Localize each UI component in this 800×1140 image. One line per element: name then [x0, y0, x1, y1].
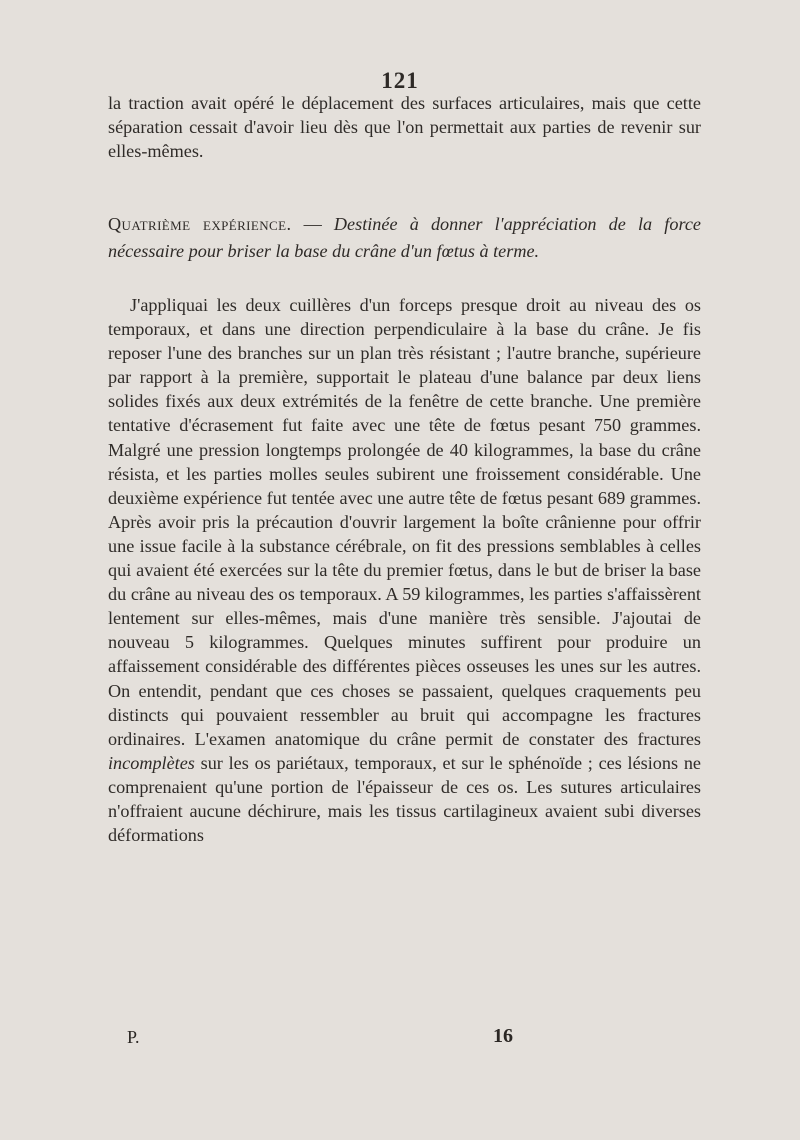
opening-paragraph — [108, 91, 701, 163]
heading-line — [108, 211, 701, 265]
body-paragraph — [108, 293, 701, 847]
page-number: 121 — [381, 68, 419, 93]
sheet-number: 16 — [493, 1025, 513, 1047]
experiment-heading — [108, 211, 701, 265]
heading-title: Destinée à donner l'appréciation de la force nécessaire pour briser la base du crâne d'un fœtus à terme. — [108, 214, 701, 261]
opening-text: la traction avait opéré le déplacement des surfaces articulaires, mais que cette séparation cessait d'avoir lieu dès que l'on permettait aux parties de revenir sur elles-mêmes. — [108, 93, 701, 162]
heading-dash: — — [291, 214, 334, 234]
body-italic-word: incomplètes — [108, 752, 195, 773]
heading-label: Quatrième expérience. — [108, 214, 292, 234]
body-text-part-2: sur les os pariétaux, temporaux, et sur le sphénoïde ; ces lésions ne comprenaient qu'une portion de l'épaisseur de ces os. Les sutures articulaires n'offraient aucune déchirure, mais les tissus cartilagineux avaient subi diverses déformations — [108, 752, 701, 846]
body-text — [108, 293, 701, 847]
body-text-part-1: J'appliquai les deux cuillères d'un forceps presque droit au niveau des os temporaux, et dans une direction perpendiculaire à la base du crâne. Je fis reposer l'une des branches sur un plan très résistant ; l'autre branche, supérieure par rapport à la première, supportait le plateau d'une balance par deux liens solides fixés aux deux extrémités de la fenêtre de cette branche. Une première tentative d'écrasement fut faite avec une tête de fœtus pesant 750 grammes. Malgré une pression longtemps prolongée de 40 kilogrammes, la base du crâne résista, et les parties molles seules subirent une froissement considérable. Une deuxième expérience fut tentée avec une autre tête de fœtus pesant 689 grammes. Après avoir pris la précaution d'ouvrir largement la boîte crânienne pour offrir une issue facile à la substance cérébrale, on fit des pressions semblables à celles qui avaient été exercées sur la tête du premier fœtus, dans le but de briser la base du crâne au niveau des os temporaux. A 59 kilogrammes, les parties s'affaissèrent lentement sur elles-mêmes, mais d'une manière très sensible. J'ajoutai de nouveau 5 kilogrammes. Quelques minutes suffirent pour produire un affaissement considérable des différentes pièces osseuses les unes sur les autres. On entendit, pendant que ces choses se passaient, quelques craquements peu distincts qui pouvaient ressembler au bruit qui accompagne les fractures ordinaires. L'examen anatomique du crâne permit de constater des fractures — [108, 295, 701, 749]
signature-mark: P. — [127, 1027, 140, 1047]
